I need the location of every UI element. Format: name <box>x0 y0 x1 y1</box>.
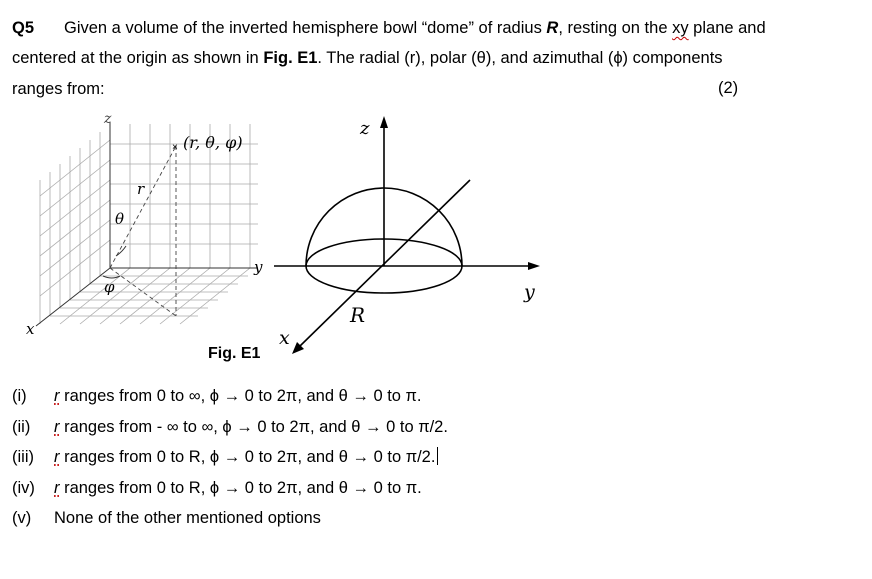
hemisphere-diagram <box>274 116 540 354</box>
option-number: (iii) <box>12 448 34 466</box>
option-text: None of the other mentioned options <box>54 509 321 527</box>
option-text: ranges from 0 to ∞, ϕ → 0 to 2π, and θ → 0 to π. <box>59 387 422 405</box>
r-label: r <box>137 180 145 198</box>
question-text-1a: Given a volume of the inverted hemisphere bowl “dome” of radius <box>64 19 547 37</box>
question-number: Q5 <box>12 19 35 37</box>
point-label: (r, θ, φ) <box>183 133 243 152</box>
option-text: ranges from - ∞ to ∞, ϕ → 0 to 2π, and θ → 0 to π/2. <box>59 418 448 436</box>
point-marker: × <box>172 142 178 153</box>
left-dashed-lines <box>110 146 176 316</box>
question-text-2a: centered at the origin as shown in <box>12 49 264 67</box>
right-x-label: x <box>279 327 290 349</box>
option-iii[interactable] <box>12 447 438 467</box>
option-text: ranges from 0 to R, ϕ → 0 to 2π, and θ → 0 to π. <box>59 479 422 497</box>
option-number: (v) <box>12 509 32 527</box>
option-r-symbol: r <box>54 418 60 436</box>
phi-label: φ <box>104 278 115 296</box>
option-i[interactable] <box>12 386 422 406</box>
figure-reference: Fig. E1 <box>263 49 318 67</box>
question-text-1b: , resting on the <box>558 19 673 37</box>
left-y-label: y <box>254 258 263 276</box>
right-R-label: R <box>350 303 366 327</box>
question-text-1c: plane and <box>688 19 766 37</box>
option-number: (ii) <box>12 418 31 436</box>
radius-symbol: R <box>546 19 559 37</box>
left-z-label: z <box>104 111 112 127</box>
question-marks: (2) <box>718 79 739 97</box>
right-z-label: z <box>360 118 370 139</box>
left-x-label: x <box>26 320 35 338</box>
option-v[interactable] <box>12 508 321 528</box>
figure-caption: Fig. E1 <box>208 345 261 362</box>
question-text-2b: . The radial (r), polar (θ), and azimuthal (ϕ) components <box>317 49 723 67</box>
question-text-3: ranges from: <box>12 80 105 98</box>
text-cursor <box>437 447 438 465</box>
right-y-label: y <box>524 281 535 303</box>
spherical-coords-diagram <box>40 124 258 324</box>
option-ii[interactable] <box>12 417 448 437</box>
option-number: (iv) <box>12 479 35 497</box>
option-text: ranges from 0 to R, ϕ → 0 to 2π, and θ → 0 to π/2. <box>59 448 436 466</box>
option-r-symbol: r <box>54 479 60 497</box>
option-r-symbol: r <box>54 448 60 466</box>
option-r-symbol: r <box>54 387 60 405</box>
theta-label: θ <box>115 210 125 228</box>
option-number: (i) <box>12 387 27 405</box>
option-iv[interactable] <box>12 478 422 498</box>
xy-plane-term: xy <box>672 19 689 37</box>
